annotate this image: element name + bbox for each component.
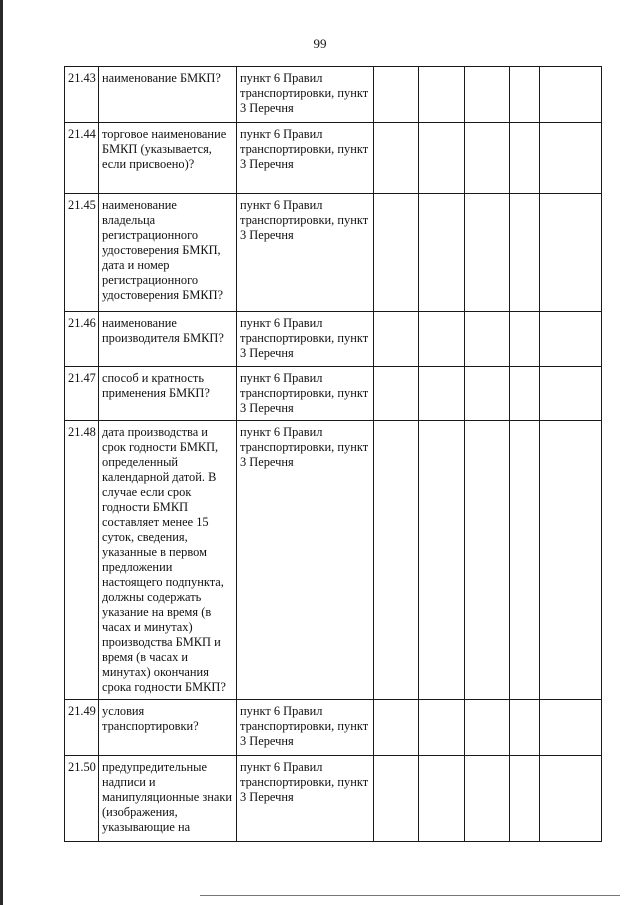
answer-cell-na[interactable]: [465, 194, 510, 312]
question-text: наименование производителя БМКП?: [99, 312, 237, 367]
notes-cell[interactable]: [540, 756, 602, 842]
legal-reference: пункт 6 Правил транспортировки, пункт 3 Перечня: [237, 67, 374, 123]
question-text: наименование БМКП?: [99, 67, 237, 123]
answer-cell-yes[interactable]: [374, 123, 419, 194]
table-row: [65, 312, 602, 367]
legal-reference: пункт 6 Правил транспортировки, пункт 3 Перечня: [237, 367, 374, 421]
row-number: 21.45: [65, 194, 99, 312]
answer-cell-yes[interactable]: [374, 421, 419, 700]
row-number: 21.43: [65, 67, 99, 123]
answer-cell-yes[interactable]: [374, 700, 419, 756]
table-row: [65, 421, 602, 700]
answer-cell-no[interactable]: [419, 421, 465, 700]
notes-cell[interactable]: [540, 367, 602, 421]
checklist-table: [64, 66, 602, 842]
answer-cell-yes[interactable]: [374, 367, 419, 421]
table-row: [65, 123, 602, 194]
answer-cell-na[interactable]: [465, 312, 510, 367]
answer-cell-na[interactable]: [465, 67, 510, 123]
answer-cell-na[interactable]: [465, 367, 510, 421]
notes-cell[interactable]: [540, 312, 602, 367]
answer-cell-extra[interactable]: [510, 700, 540, 756]
page-number: 99: [313, 36, 327, 51]
answer-cell-no[interactable]: [419, 367, 465, 421]
answer-cell-yes[interactable]: [374, 756, 419, 842]
question-text: торговое наименование БМКП (указывается, если присвоено)?: [99, 123, 237, 194]
legal-reference: пункт 6 Правил транспортировки, пункт 3 Перечня: [237, 123, 374, 194]
question-text: предупредительные надписи и манипуляционные знаки (изображения, указывающие на: [99, 756, 237, 842]
answer-cell-na[interactable]: [465, 756, 510, 842]
table-row: [65, 194, 602, 312]
answer-cell-extra[interactable]: [510, 367, 540, 421]
answer-cell-no[interactable]: [419, 123, 465, 194]
table-row: [65, 756, 602, 842]
notes-cell[interactable]: [540, 67, 602, 123]
answer-cell-na[interactable]: [465, 421, 510, 700]
answer-cell-no[interactable]: [419, 700, 465, 756]
legal-reference: пункт 6 Правил транспортировки, пункт 3 Перечня: [237, 194, 374, 312]
answer-cell-no[interactable]: [419, 67, 465, 123]
question-text: дата производства и срок годности БМКП, определенный календарной датой. В случае если срок годности БМКП составляет менее 15 суток, сведения, указанные в первом предложении настоящего подпункта, должны содержать указание на время (в часах и минутах) производства БМКП и время (в часах и минутах) окончания срока годности БМКП?: [99, 421, 237, 700]
answer-cell-yes[interactable]: [374, 194, 419, 312]
answer-cell-extra[interactable]: [510, 756, 540, 842]
scan-edge: [0, 0, 3, 905]
answer-cell-extra[interactable]: [510, 123, 540, 194]
notes-cell[interactable]: [540, 421, 602, 700]
answer-cell-extra[interactable]: [510, 194, 540, 312]
row-number: 21.49: [65, 700, 99, 756]
table-row: [65, 367, 602, 421]
legal-reference: пункт 6 Правил транспортировки, пункт 3 Перечня: [237, 700, 374, 756]
question-text: наименование владельца регистрационного удостоверения БМКП, дата и номер регистрационного удостоверения БМКП?: [99, 194, 237, 312]
answer-cell-no[interactable]: [419, 756, 465, 842]
table-row: [65, 67, 602, 123]
question-text: условия транспортировки?: [99, 700, 237, 756]
answer-cell-yes[interactable]: [374, 312, 419, 367]
answer-cell-extra[interactable]: [510, 67, 540, 123]
notes-cell[interactable]: [540, 123, 602, 194]
scan-artifact-line: [200, 895, 620, 896]
answer-cell-no[interactable]: [419, 312, 465, 367]
answer-cell-yes[interactable]: [374, 67, 419, 123]
notes-cell[interactable]: [540, 194, 602, 312]
legal-reference: пункт 6 Правил транспортировки, пункт 3 Перечня: [237, 756, 374, 842]
answer-cell-na[interactable]: [465, 123, 510, 194]
answer-cell-extra[interactable]: [510, 421, 540, 700]
question-text: способ и кратность применения БМКП?: [99, 367, 237, 421]
row-number: 21.48: [65, 421, 99, 700]
answer-cell-no[interactable]: [419, 194, 465, 312]
row-number: 21.44: [65, 123, 99, 194]
row-number: 21.50: [65, 756, 99, 842]
notes-cell[interactable]: [540, 700, 602, 756]
table-row: [65, 700, 602, 756]
row-number: 21.46: [65, 312, 99, 367]
answer-cell-na[interactable]: [465, 700, 510, 756]
answer-cell-extra[interactable]: [510, 312, 540, 367]
legal-reference: пункт 6 Правил транспортировки, пункт 3 Перечня: [237, 421, 374, 700]
legal-reference: пункт 6 Правил транспортировки, пункт 3 Перечня: [237, 312, 374, 367]
row-number: 21.47: [65, 367, 99, 421]
